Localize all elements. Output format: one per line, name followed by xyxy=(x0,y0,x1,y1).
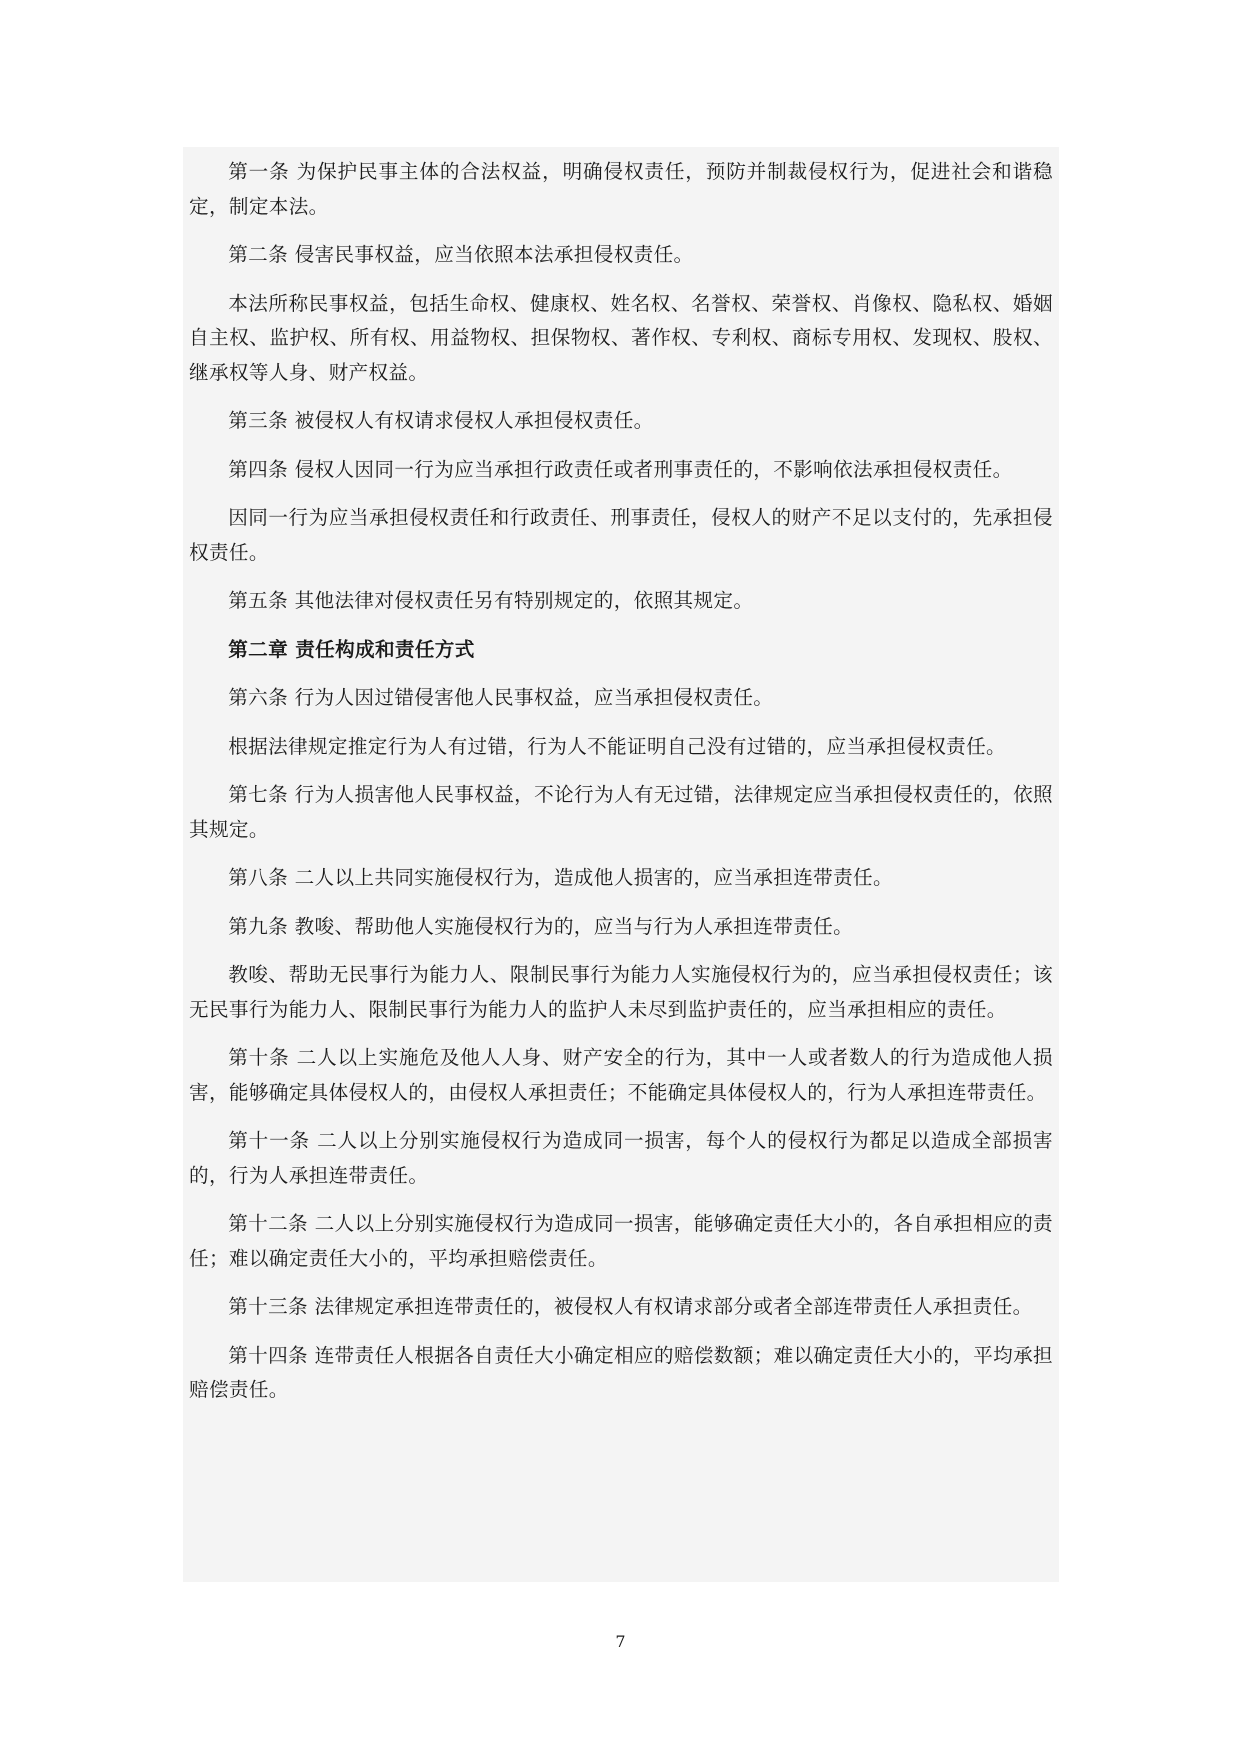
article-6-paragraph-2: 根据法律规定推定行为人有过错，行为人不能证明自己没有过错的，应当承担侵权责任。 xyxy=(228,734,1006,758)
article-14: 第十四条 连带责任人根据各自责任大小确定相应的赔偿数额；难以确定责任大小的，平均承担赔偿责任。 xyxy=(189,1343,1053,1401)
document-body xyxy=(183,147,1059,1582)
article-2: 第二条 侵害民事权益，应当依照本法承担侵权责任。 xyxy=(228,243,694,266)
chapter-heading: 第二章 责任构成和责任方式 xyxy=(228,637,475,661)
article-13: 第十三条 法律规定承担连带责任的，被侵权人有权请求部分或者全部连带责任人承担责任。 xyxy=(228,1295,1033,1318)
article-9-paragraph-2: 教唆、帮助无民事行为能力人、限制民事行为能力人实施侵权行为的，应当承担侵权责任；该无民事行为能力人、限制民事行为能力人的监护人未尽到监护责任的，应当承担相应的责任。 xyxy=(189,963,1053,1021)
article-9: 第九条 教唆、帮助他人实施侵权行为的，应当与行为人承担连带责任。 xyxy=(228,914,854,938)
article-1: 第一条 为保护民事主体的合法权益，明确侵权责任，预防并制裁侵权行为，促进社会和谐稳定，制定本法。 xyxy=(189,160,1053,218)
article-5: 第五条 其他法律对侵权责任另有特别规定的，依照其规定。 xyxy=(228,589,754,612)
page-number: 7 xyxy=(615,1632,626,1651)
article-12: 第十二条 二人以上分别实施侵权行为造成同一损害，能够确定责任大小的，各自承担相应的责任；难以确定责任大小的，平均承担赔偿责任。 xyxy=(189,1212,1053,1270)
article-2-paragraph-2: 本法所称民事权益，包括生命权、健康权、姓名权、名誉权、荣誉权、肖像权、隐私权、婚姻自主权、监护权、所有权、用益物权、担保物权、著作权、专利权、商标专用权、发现权、股权、继承权等人身、财产权益。 xyxy=(189,291,1053,384)
article-4-paragraph-2: 因同一行为应当承担侵权责任和行政责任、刑事责任，侵权人的财产不足以支付的，先承担侵权责任。 xyxy=(189,506,1053,564)
article-4: 第四条 侵权人因同一行为应当承担行政责任或者刑事责任的，不影响依法承担侵权责任。 xyxy=(228,457,1013,481)
article-10: 第十条 二人以上实施危及他人人身、财产安全的行为，其中一人或者数人的行为造成他人损害，能够确定具体侵权人的，由侵权人承担责任；不能确定具体侵权人的，行为人承担连带责任。 xyxy=(189,1046,1053,1104)
article-6: 第六条 行为人因过错侵害他人民事权益，应当承担侵权责任。 xyxy=(228,686,774,709)
article-8: 第八条 二人以上共同实施侵权行为，造成他人损害的，应当承担连带责任。 xyxy=(228,866,893,889)
article-7: 第七条 行为人损害他人民事权益，不论行为人有无过错，法律规定应当承担侵权责任的，依照其规定。 xyxy=(189,783,1053,841)
article-11: 第十一条 二人以上分别实施侵权行为造成同一损害，每个人的侵权行为都足以造成全部损害的，行为人承担连带责任。 xyxy=(189,1129,1053,1187)
article-3: 第三条 被侵权人有权请求侵权人承担侵权责任。 xyxy=(228,409,654,432)
